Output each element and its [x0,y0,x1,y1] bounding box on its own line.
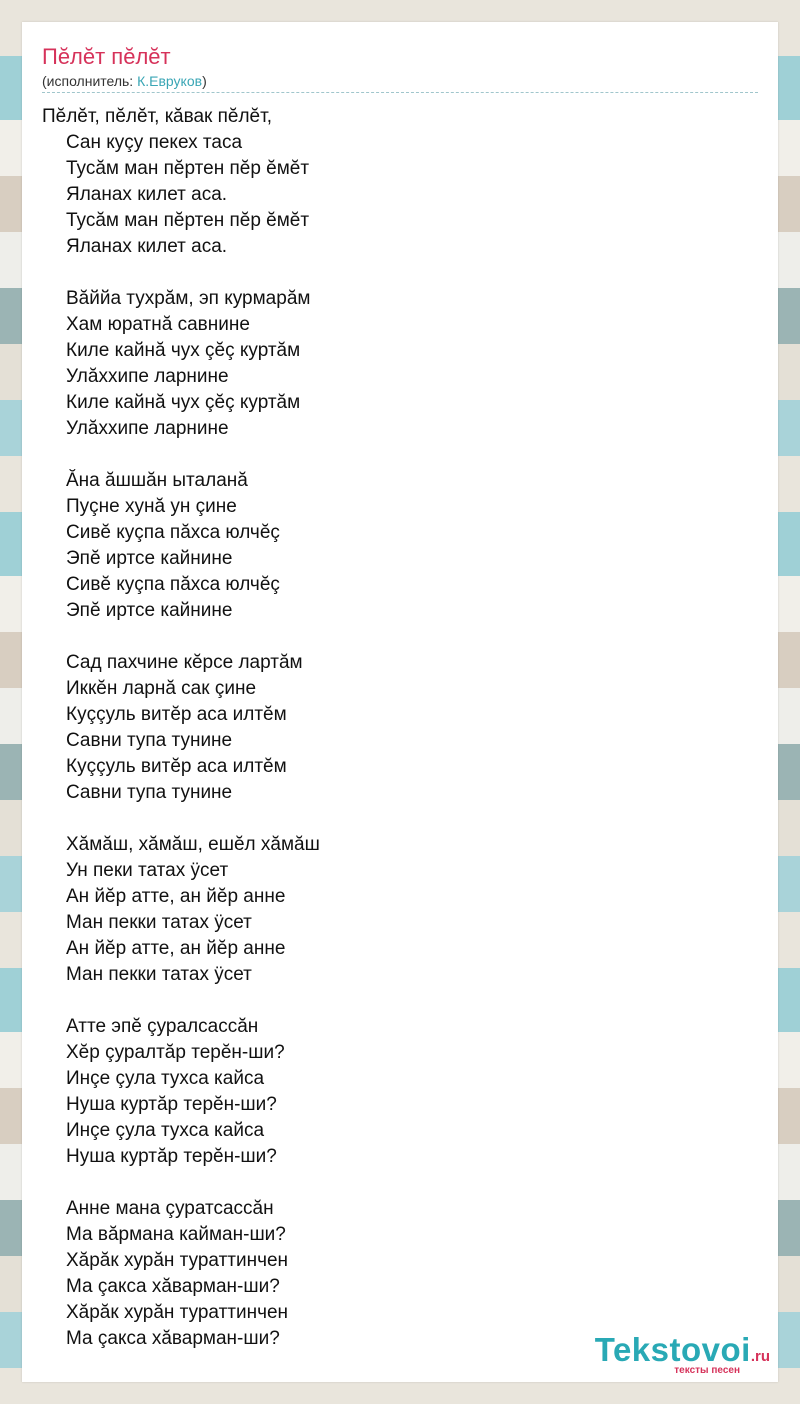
lyric-line: Сивĕ куçпа пăхса юлчĕç [66,574,280,595]
lyric-line: Яланах килет аса. [66,184,228,205]
stanza-break [42,806,320,832]
lyrics-card [22,22,778,1382]
lyric-line: Хăрăк хурăн тураттинчен [66,1250,289,1271]
artist-link[interactable]: К.Евруков [137,73,203,89]
lyric-line: Хăмăш, хăмăш, ешĕл хăмăш [66,834,320,855]
lyric-line: Ан йĕр атте, ан йĕр анне [66,938,286,959]
lyric-line: Яланах килет аса. [66,236,228,257]
artist-prefix: (исполнитель: [42,73,138,89]
lyric-line: Нуша куртăр терĕн-ши? [66,1094,277,1115]
stanza-break [42,1170,320,1196]
lyric-line: Атте эпĕ çуралсассăн [66,1016,259,1037]
lyric-line: Куççуль витĕр аса илтĕм [66,704,287,725]
lyric-line: Савни тупа тунине [66,730,233,751]
site-logo[interactable] [595,1331,770,1376]
lyric-line: Ăна ăшшăн ыталанă [66,470,248,491]
lyric-line: Улăххипе ларнине [66,366,229,387]
lyric-line: Эпĕ иртсе кайнине [66,600,233,621]
lyric-line: Ун пеки татах ÿсет [66,860,229,881]
artist-line [42,73,207,89]
lyric-line: Ан йĕр атте, ан йĕр анне [66,886,286,907]
lyric-line: Ман пекки татах ÿсет [66,964,252,985]
lyric-line: Хам юратнă савнине [66,314,250,335]
song-title: Пĕлĕт пĕлĕт [42,44,171,69]
stanza-break [42,988,320,1014]
lyric-line: Инçе çула тухса кайса [66,1120,265,1141]
lyric-line: Иккĕн ларнă сак çине [66,678,257,699]
lyric-line: Киле кайнă чух çĕç куртăм [66,340,301,361]
lyric-line: Сад пахчине кĕрсе лартăм [66,652,303,673]
lyric-line: Тусăм ман пĕртен пĕр ĕмĕт [66,210,310,231]
lyric-line: Сивĕ куçпа пăхса юлчĕç [66,522,280,543]
title-divider [42,92,758,93]
lyric-line: Инçе çула тухса кайса [66,1068,265,1089]
lyrics-body [42,104,320,1352]
logo-name: Tekstovoi [594,1331,751,1368]
lyric-line: Эпĕ иртсе кайнине [66,548,233,569]
lyric-line: Куççуль витĕр аса илтĕм [66,756,287,777]
lyric-line: Сан куçу пекех таса [66,132,243,153]
lyric-line: Ма çакса хăварман-ши? [66,1328,280,1349]
stanza-break [42,624,320,650]
lyric-line: Ман пекки татах ÿсет [66,912,252,933]
stanza-break [42,260,320,286]
lyric-line: Хĕр çуралтăр терĕн-ши? [66,1042,285,1063]
lyric-line: Пĕлĕт, пĕлĕт, кăвак пĕлĕт, [42,106,272,127]
lyric-line: Улăххипе ларнине [66,418,229,439]
lyric-line: Анне мана çуратсассăн [66,1198,274,1219]
stanza-break [42,442,320,468]
logo-tagline: тексты песен [674,1365,740,1376]
lyric-line: Пуçне хунă ун çине [66,496,237,517]
lyric-line: Савни тупа тунине [66,782,233,803]
lyric-line: Тусăм ман пĕртен пĕр ĕмĕт [66,158,310,179]
artist-suffix: ) [202,73,207,89]
lyric-line: Киле кайнă чух çĕç куртăм [66,392,301,413]
lyric-line: Ма вăрмана кайман-ши? [66,1224,286,1245]
lyric-line: Нуша куртăр терĕн-ши? [66,1146,277,1167]
lyric-line: Вăййа тухрăм, эп курмарăм [66,288,311,309]
lyric-line: Ма çакса хăварман-ши? [66,1276,280,1297]
logo-tld: .ru [750,1348,770,1365]
lyric-line: Хăрăк хурăн тураттинчен [66,1302,289,1323]
